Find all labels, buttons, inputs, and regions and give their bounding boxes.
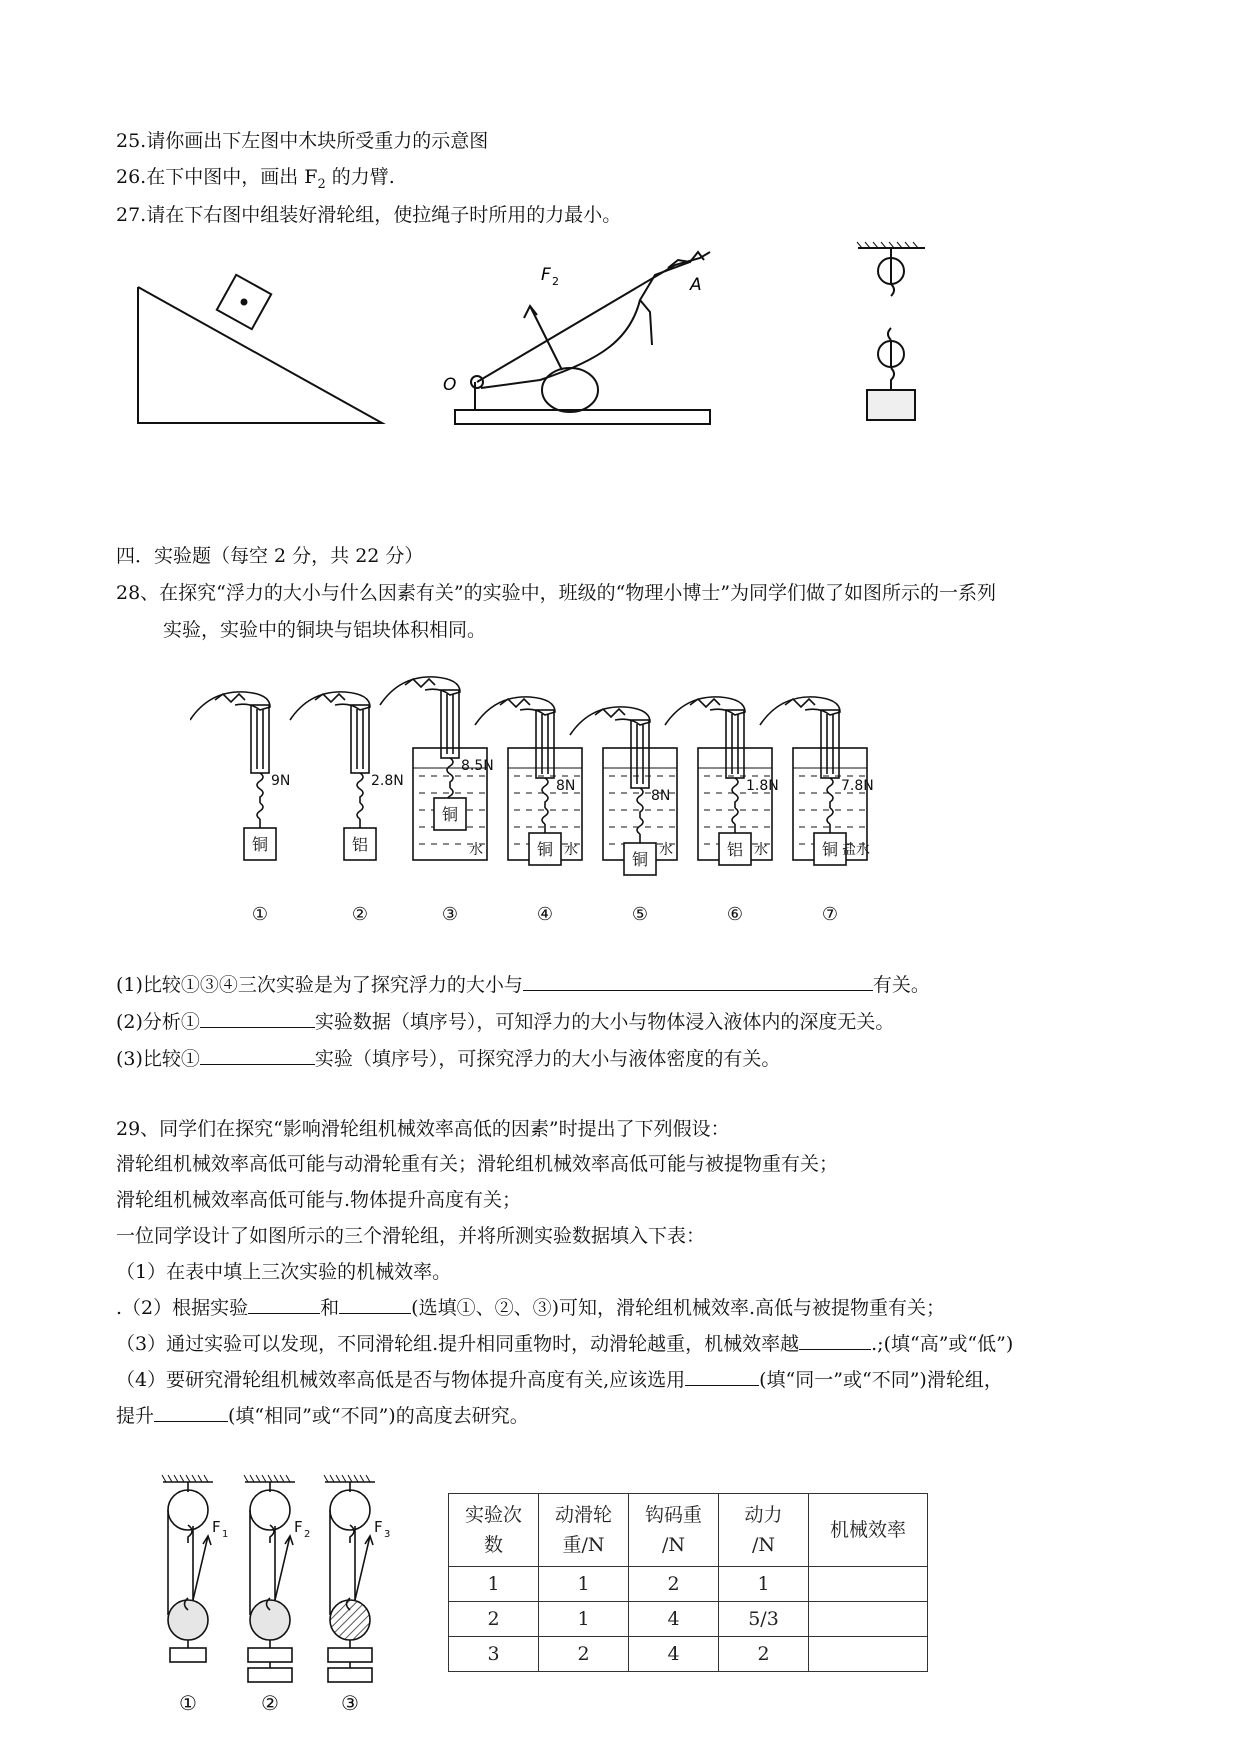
hand	[475, 697, 555, 725]
hatch	[162, 1475, 166, 1482]
q29-2-text-c: (选填①、②、③)可知，滑轮组机械效率.高低与被提物重有关；	[411, 1297, 946, 1319]
header-efficiency: 机械效率	[809, 1494, 928, 1567]
hatch	[342, 1475, 346, 1482]
table-cell: 3	[449, 1637, 539, 1672]
hand	[190, 692, 270, 720]
lever-arm-upper	[477, 252, 710, 382]
question-26	[116, 164, 395, 198]
header-load-weight: 钩码重 /N	[629, 1494, 719, 1567]
hand	[570, 707, 650, 735]
pulley-group-1	[162, 1475, 213, 1662]
lever-figure	[455, 252, 710, 424]
pulley-setup-figure	[857, 242, 925, 420]
efficiency-table	[448, 1493, 928, 1672]
table-cell: 1	[539, 1602, 629, 1637]
q29-sub-2	[116, 1295, 945, 1321]
setup-number: ⑥	[726, 904, 744, 925]
blank-q28-3[interactable]	[200, 1046, 315, 1065]
block-label: 铜	[441, 805, 459, 824]
table-row	[449, 1637, 928, 1672]
hatch	[174, 1475, 178, 1482]
hatch	[244, 1475, 248, 1482]
q29-line-2: 滑轮组机械效率高低可能与动滑轮重有关；滑轮组机械效率高低可能与被提物重有关；	[116, 1153, 839, 1175]
hatch	[192, 1475, 196, 1482]
q29-4-text-a: （4）要研究滑轮组机械效率高低是否与物体提升高度有关,应该选用	[116, 1369, 686, 1391]
q29-sub-4	[116, 1367, 1003, 1393]
hatch	[268, 1475, 272, 1482]
efficiency-cell[interactable]	[809, 1602, 928, 1637]
block-label: 铝	[726, 840, 744, 859]
group-number: ②	[261, 1691, 279, 1715]
q29-line-1: 29、同学们在探究“影响滑轮组机械效率高低的因素”时提出了下列假设：	[116, 1118, 730, 1140]
spring	[257, 773, 263, 803]
question-27: 27.请在下右图中组装好滑轮组，使拉绳子时所用的力最小。	[116, 204, 622, 226]
efficiency-cell[interactable]	[809, 1567, 928, 1602]
q29-5-text-b: (填“相同”或“不同”)的高度去研究。	[228, 1405, 529, 1427]
table-cell: 1	[449, 1567, 539, 1602]
figures-25-27	[0, 240, 1240, 440]
hatch	[336, 1475, 340, 1482]
block-center-dot	[242, 300, 247, 305]
liquid-label: 水	[469, 842, 483, 858]
q28-1-text-a: (1)比较①③④三次实验是为了探究浮力的大小与	[116, 974, 523, 996]
q28-line-2: 实验，实验中的铜块与铝块体积相同。	[163, 619, 487, 641]
q26-text-b: 的力臂.	[325, 166, 395, 188]
hook-top	[270, 1525, 274, 1543]
q28-2-text-b: 实验数据（填序号），可知浮力的大小与物体浸入液体内的深度无关。	[314, 1011, 895, 1033]
spring-scale	[351, 705, 369, 773]
hook	[257, 803, 263, 819]
blank-q29-5[interactable]	[154, 1403, 228, 1422]
blank-q29-3[interactable]	[799, 1331, 871, 1350]
fixed-pulley	[250, 1490, 290, 1530]
block-label: 铜	[821, 840, 839, 859]
liquid-label: 水	[564, 842, 578, 858]
hatch	[366, 1475, 370, 1482]
hatch	[324, 1475, 328, 1482]
pull-rope	[193, 1536, 208, 1600]
hand	[665, 697, 745, 725]
hatch	[186, 1475, 190, 1482]
q29-sub-5	[116, 1403, 529, 1429]
lever-base	[455, 410, 710, 424]
hatch	[180, 1475, 184, 1482]
force-label: F	[374, 1518, 383, 1536]
pull-rope	[355, 1536, 370, 1600]
spring-scale	[251, 705, 269, 773]
q29-5-text-a: 提升	[116, 1405, 155, 1427]
scale-reading: 1.8N	[746, 778, 779, 794]
q28-3-text-a: (3)比较①	[116, 1048, 200, 1070]
block-label: 铜	[536, 840, 554, 859]
liquid-label: 水	[754, 842, 768, 858]
hook	[637, 818, 643, 834]
table-cell: 1	[539, 1567, 629, 1602]
label-a: A	[690, 275, 702, 295]
table-cell: 2	[539, 1637, 629, 1672]
q28-3-text-b: 实验（填序号），可探究浮力的大小与液体密度的有关。	[314, 1048, 781, 1070]
fixed-pulley-hook	[891, 284, 894, 296]
force-sub: 3	[384, 1529, 391, 1540]
scale-reading: 8N	[556, 778, 576, 794]
table-cell: 1	[719, 1567, 809, 1602]
hook-top	[350, 1525, 354, 1543]
setup-number: ⑤	[631, 904, 649, 925]
setup-number: ④	[536, 904, 554, 925]
scale-reading: 8N	[651, 788, 671, 804]
hand	[760, 697, 840, 725]
movable-pulley	[250, 1600, 290, 1640]
movable-pulley-hook-top	[888, 328, 891, 340]
table-cell: 2	[719, 1637, 809, 1672]
table-row	[449, 1567, 928, 1602]
spring-scale	[631, 720, 649, 788]
q28-1-text-b: 有关。	[872, 974, 930, 996]
hand	[290, 692, 370, 720]
load-weight	[170, 1648, 206, 1662]
block-label: 铝	[351, 835, 369, 854]
label-f2: F	[541, 265, 551, 285]
spring	[357, 773, 363, 803]
table-cell: 4	[629, 1602, 719, 1637]
scale-reading: 8.5N	[461, 758, 494, 774]
setup-number: ①	[251, 904, 269, 925]
blank-q28-2[interactable]	[200, 1009, 315, 1028]
pulley-groups-figure	[140, 1470, 430, 1720]
hatch	[330, 1475, 334, 1482]
q26-subscript: 2	[317, 176, 326, 192]
q29-line-4: 一位同学设计了如图所示的三个滑轮组，并将所测实验数据填入下表：	[116, 1225, 706, 1247]
hatch	[274, 1475, 278, 1482]
header-trial: 实验次 数	[449, 1494, 539, 1567]
block-label: 铜	[631, 850, 649, 869]
hook	[357, 803, 363, 819]
load-weight	[328, 1668, 372, 1682]
handle-curve	[640, 300, 652, 345]
question-25: 25.请你画出下左图中木块所受重力的示意图	[116, 130, 489, 152]
pull-rope	[275, 1536, 290, 1600]
fixed-pulley	[330, 1490, 370, 1530]
table-cell: 5/3	[719, 1602, 809, 1637]
q28-line-1: 28、在探究“浮力的大小与什么因素有关”的实验中，班级的“物理小博士”为同学们做了如图所示的一系列	[116, 582, 997, 604]
blank-q28-1[interactable]	[523, 972, 873, 991]
label-o: O	[443, 375, 457, 395]
blank-q29-2b[interactable]	[339, 1295, 411, 1314]
group-number: ③	[341, 1691, 359, 1715]
efficiency-cell[interactable]	[809, 1637, 928, 1672]
q29-sub-1: （1）在表中填上三次实验的机械效率。	[116, 1261, 452, 1283]
movable-pulley	[168, 1600, 208, 1640]
force-sub: 1	[222, 1529, 229, 1540]
hatch	[280, 1475, 284, 1482]
blank-q29-4[interactable]	[685, 1367, 759, 1386]
incline-figure	[138, 275, 382, 423]
buoyancy-experiment-figure	[190, 660, 950, 930]
load-weight	[328, 1648, 372, 1662]
hatch	[198, 1475, 202, 1482]
group-number: ①	[179, 1691, 197, 1715]
table-row	[449, 1602, 928, 1637]
table-cell: 4	[629, 1637, 719, 1672]
load-weight	[248, 1668, 292, 1682]
setup-number: ③	[441, 904, 459, 925]
scale-reading: 2.8N	[371, 773, 404, 789]
force-label: F	[294, 1518, 303, 1536]
hatch	[256, 1475, 260, 1482]
table-cell: 2	[629, 1567, 719, 1602]
q29-3-text-a: （3）通过实验可以发现，不同滑轮组.提升相同重物时，动滑轮越重，机械效率越	[116, 1333, 800, 1355]
hatch	[204, 1475, 208, 1482]
liquid-label: 水	[659, 842, 673, 858]
setup-number: ②	[351, 904, 369, 925]
hatch	[360, 1475, 364, 1482]
table-cell: 2	[449, 1602, 539, 1637]
walnut	[542, 368, 598, 412]
movable-pulley	[330, 1600, 370, 1640]
hatch	[348, 1475, 352, 1482]
hatch	[168, 1475, 172, 1482]
q29-2-text-b: 和	[320, 1297, 340, 1319]
table-header-row	[449, 1494, 928, 1567]
hook-top	[188, 1525, 192, 1543]
q28-sub-2	[116, 1009, 894, 1035]
pulley-group-3	[324, 1475, 375, 1682]
hatch	[262, 1475, 266, 1482]
block-label: 铜	[251, 835, 269, 854]
hatch	[250, 1475, 254, 1482]
q28-sub-3	[116, 1046, 780, 1072]
header-pulley-weight: 动滑轮 重/N	[539, 1494, 629, 1567]
blank-q29-2a[interactable]	[248, 1295, 320, 1314]
f2-arrow	[530, 306, 562, 370]
q26-text-a: 26.在下中图中，画出 F	[116, 166, 318, 188]
pulley-group-2	[244, 1475, 295, 1682]
header-force: 动力 /N	[719, 1494, 809, 1567]
setup-number: ⑦	[821, 904, 839, 925]
scale-reading: 9N	[271, 773, 291, 789]
q28-sub-1	[116, 972, 930, 998]
load-weight	[248, 1648, 292, 1662]
q29-line-3: 滑轮组机械效率高低可能与.物体提升高度有关；	[116, 1189, 522, 1211]
section-4-heading: 四．实验题（每空 2 分，共 22 分）	[116, 545, 424, 567]
spring	[447, 758, 453, 788]
q29-3-text-b: .;(填“高”或“低”)	[871, 1333, 1014, 1355]
q29-2-text-a: .（2）根据实验	[116, 1297, 249, 1319]
force-label: F	[212, 1518, 221, 1536]
q29-4-text-b: (填“同一”或“不同”)滑轮组，	[759, 1369, 1003, 1391]
hatch	[286, 1475, 290, 1482]
label-f2-sub: 2	[552, 275, 559, 288]
liquid-label: 盐水	[842, 842, 870, 858]
scale-reading: 7.8N	[841, 778, 874, 794]
fixed-pulley	[168, 1490, 208, 1530]
hatch	[354, 1475, 358, 1482]
q29-sub-3	[116, 1331, 1013, 1357]
lever-arm-lower	[481, 262, 690, 388]
q28-2-text-a: (2)分析①	[116, 1011, 200, 1033]
hand	[380, 677, 460, 705]
weight-block	[867, 390, 915, 420]
force-sub: 2	[304, 1529, 311, 1540]
